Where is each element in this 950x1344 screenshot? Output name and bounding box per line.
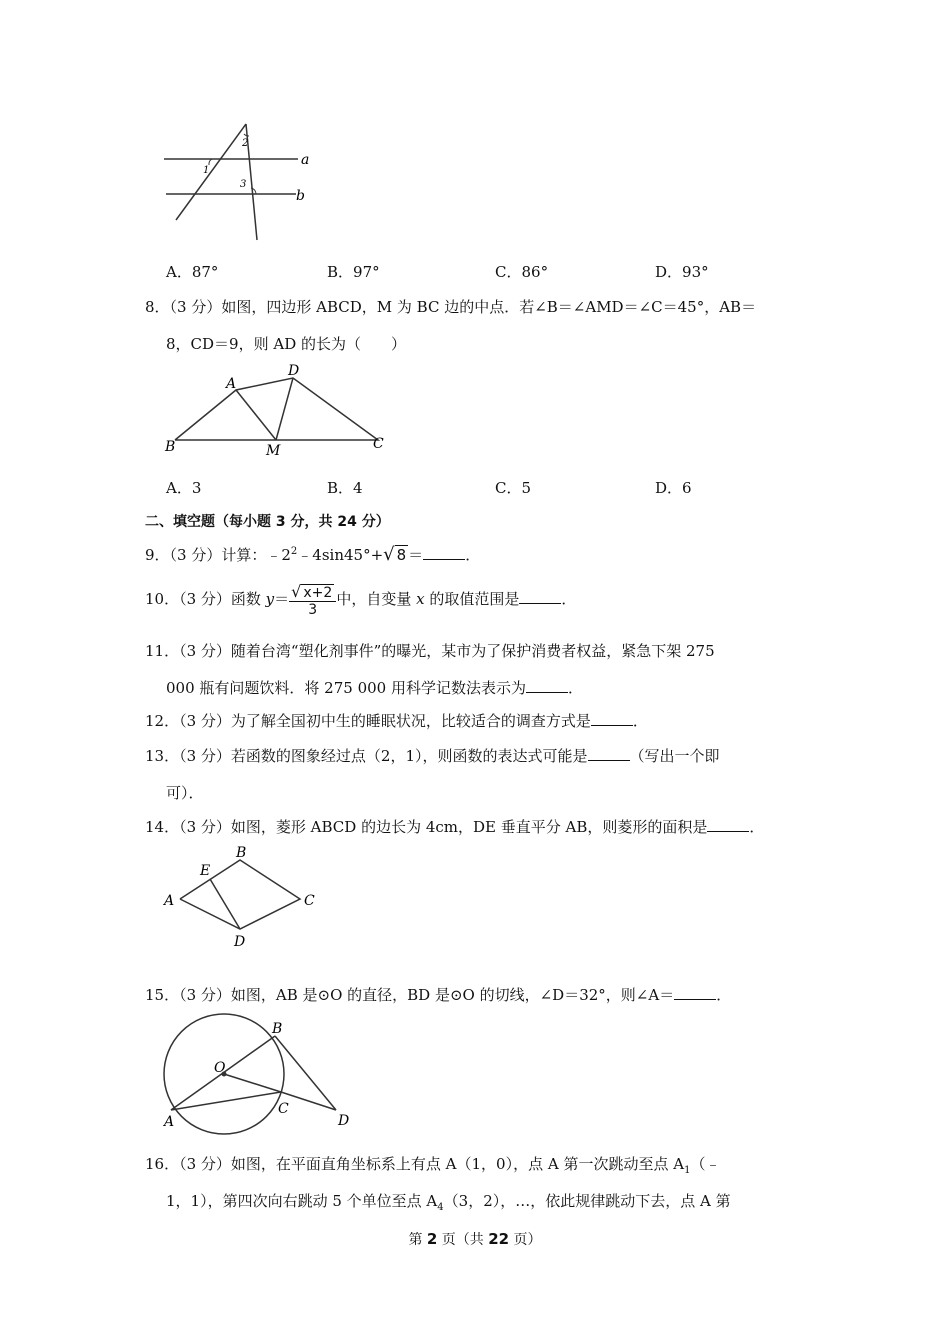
- q16-line2-text: 1，1），第四次向右跳动 5 个单位至点 A: [166, 1192, 438, 1210]
- q10-numerator: x+2: [303, 585, 333, 601]
- q11-line2-text: 000 瓶有问题饮料．将 275 000 用科学记数法表示为: [166, 679, 526, 697]
- q16-line1: [145, 1153, 720, 1176]
- q8-figure: [160, 358, 390, 458]
- q14-label-e: E: [200, 863, 211, 879]
- q9-suffix: ＝: [408, 546, 424, 564]
- q8-text-line1: 8．（3 分）如图，四边形 ABCD，M 为 BC 边的中点．若∠B＝∠AMD＝∠C＝45°，AB＝: [145, 298, 757, 316]
- q8-option-c: C．5: [495, 479, 532, 497]
- q10-prefix: 10．（3 分）函数: [145, 590, 266, 608]
- q15-label-b: B: [272, 1021, 283, 1037]
- q16-line2-end: （3，2），…，依此规律跳动下去，点 A 第: [443, 1192, 731, 1210]
- q12-answer-blank[interactable]: [591, 713, 633, 726]
- q14-label-c: C: [304, 893, 315, 909]
- q7-option-c: C．86°: [495, 263, 549, 281]
- q12-line: [145, 710, 648, 731]
- q7-figure: [160, 118, 320, 244]
- q9-answer-blank[interactable]: [423, 547, 465, 560]
- q10-var-y: y: [265, 590, 275, 608]
- q7-option-a: A．87°: [166, 263, 219, 281]
- q14-label-b: B: [236, 845, 247, 861]
- q9-end: ．: [465, 546, 481, 564]
- q11-line2: [166, 677, 583, 698]
- q16-line1-text: 16．（3 分）如图，在平面直角坐标系上有点 A（1，0），点 A 第一次跳动至点 A: [145, 1155, 685, 1173]
- q9-prefix: 9．（3 分）计算：﹣2: [145, 546, 291, 564]
- q13-line2: 可）．: [166, 784, 204, 802]
- q10-end: ．: [561, 590, 577, 608]
- q16-line1-end: （﹣: [690, 1155, 721, 1173]
- q15-figure: [158, 1012, 358, 1138]
- q15-label-c: C: [278, 1101, 289, 1117]
- q14-figure: [160, 842, 330, 952]
- q9-mid: ﹣4sin45°+: [297, 546, 384, 564]
- q14-answer-blank[interactable]: [707, 819, 749, 832]
- q8-label-c: C: [373, 436, 384, 452]
- q8-label-d: D: [288, 363, 300, 379]
- q7-option-b: B．97°: [327, 263, 380, 281]
- q8-option-d: D．6: [655, 479, 692, 497]
- q7-label-b: b: [296, 188, 305, 204]
- q9-exponent: 2: [290, 546, 298, 557]
- q15-label-a: A: [164, 1114, 175, 1130]
- q10-var-x: x: [416, 590, 425, 608]
- q7-label-2: 2: [242, 138, 249, 149]
- q10-eq: ＝: [274, 590, 290, 608]
- q14-text: 14．（3 分）如图，菱形 ABCD 的边长为 4cm，DE 垂直平分 AB，则菱形的面积是: [145, 818, 708, 836]
- q8-label-m: M: [266, 443, 281, 458]
- q11-end: ．: [567, 679, 583, 697]
- q16-line2: [166, 1190, 731, 1213]
- q12-text: 12．（3 分）为了解全国初中生的睡眠状况，比较适合的调查方式是: [145, 712, 591, 730]
- footer-suffix: 页）: [509, 1232, 542, 1248]
- q8-label-a: A: [226, 376, 237, 392]
- q10-suffix: 的取值范围是: [424, 590, 520, 608]
- q8-option-b: B．4: [327, 479, 363, 497]
- q9-radicand: 8: [396, 546, 407, 564]
- q10-mid: 中，自变量: [336, 590, 417, 608]
- q10-line: [145, 582, 576, 618]
- q16-line1-sub: 1: [684, 1165, 691, 1176]
- q8-label-b: B: [165, 439, 176, 455]
- q13-line1: [145, 745, 720, 766]
- footer-page-number: 2: [426, 1230, 438, 1248]
- footer-total-pages: 22: [488, 1230, 510, 1248]
- q10-denominator: 3: [308, 602, 318, 618]
- page-footer: [0, 1229, 950, 1249]
- footer-mid: 页（共: [437, 1232, 489, 1248]
- q15-label-o: O: [214, 1060, 226, 1076]
- q14-line: [145, 816, 764, 837]
- q9-line: [145, 544, 480, 565]
- q12-end: ．: [632, 712, 648, 730]
- q14-label-d: D: [234, 934, 246, 950]
- q8-option-a: A．3: [166, 479, 202, 497]
- q13-text: 13．（3 分）若函数的图象经过点（2，1），则函数的表达式可能是: [145, 747, 588, 765]
- q9-sqrt-symbol: √: [383, 544, 395, 565]
- q14-end: ．: [749, 818, 765, 836]
- section-2-heading: 二、填空题（每小题 3 分，共 24 分）: [145, 514, 390, 530]
- q7-label-1: 1: [203, 165, 210, 176]
- q10-answer-blank[interactable]: [519, 591, 561, 604]
- q11-line1: 11．（3 分）随着台湾“塑化剂事件”的曝光，某市为了保护消费者权益，紧急下架 275: [145, 642, 715, 660]
- q16-line2-sub: 4: [437, 1202, 444, 1213]
- q15-end: ．: [716, 986, 732, 1004]
- q7-option-d: D．93°: [655, 263, 709, 281]
- q8-text-line2: 8，CD＝9，则 AD 的长为（ ）: [166, 335, 406, 353]
- q11-answer-blank[interactable]: [526, 680, 568, 693]
- q15-label-d: D: [338, 1113, 350, 1129]
- q15-line: [145, 984, 731, 1005]
- q13-line1-end: （写出一个即: [629, 747, 720, 765]
- q15-text: 15．（3 分）如图，AB 是⊙O 的直径，BD 是⊙O 的切线，∠D＝32°，则∠A＝: [145, 986, 675, 1004]
- footer-prefix: 第: [408, 1232, 427, 1248]
- q14-label-a: A: [164, 893, 175, 909]
- q13-answer-blank[interactable]: [588, 748, 630, 761]
- q10-fraction: $\frac{√ x+2}{3}$: [289, 582, 336, 618]
- q15-answer-blank[interactable]: [674, 987, 716, 1000]
- q7-label-a: a: [301, 152, 310, 168]
- q7-label-3: 3: [240, 179, 247, 190]
